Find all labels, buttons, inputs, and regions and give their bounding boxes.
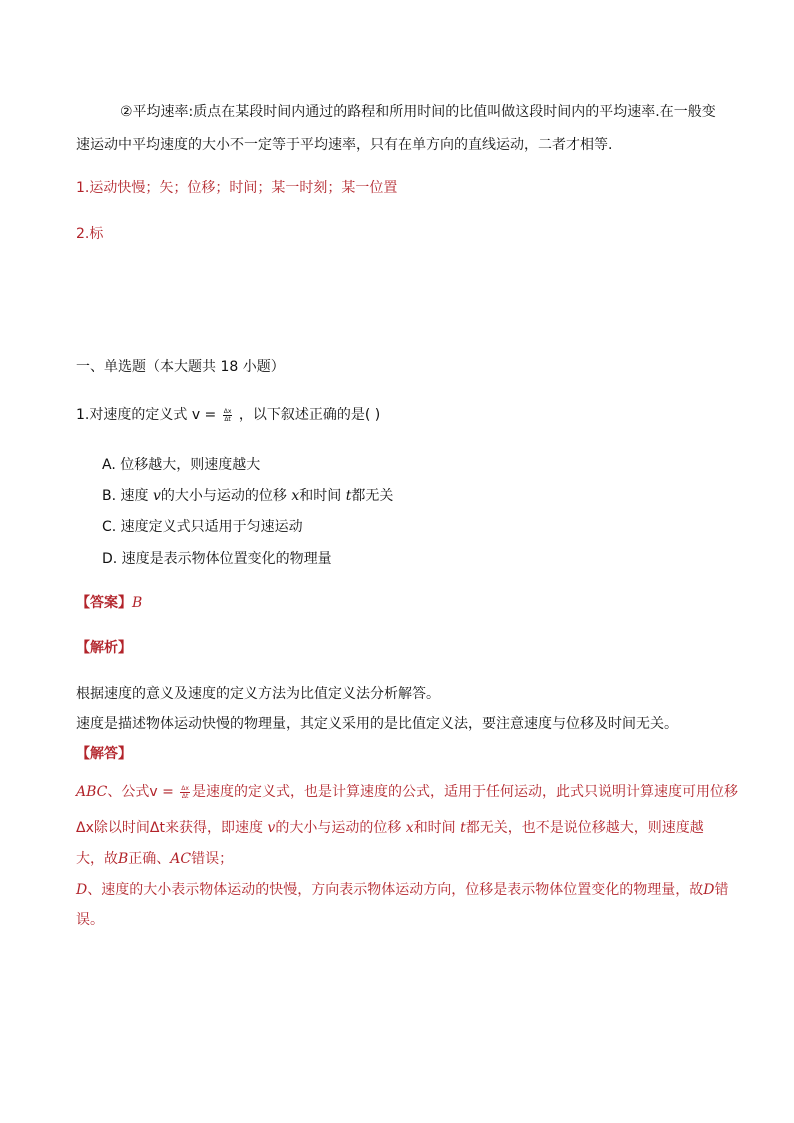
fill-answer-2 — [76, 224, 103, 244]
option-d — [102, 549, 332, 569]
solution-label: 【解答】 — [76, 746, 132, 762]
solution-l2-d: 和时间 — [413, 820, 461, 836]
option-d-text: D. 速度是表示物体位置变化的物理量 — [102, 551, 332, 567]
section-title-text: 一、单选题（本大题共 18 小题） — [76, 359, 285, 375]
solution-l3-b: B — [118, 851, 129, 867]
solution-l2-dx: Δx — [76, 820, 94, 836]
solution-l3-d: AC — [170, 851, 192, 867]
intro-line-1-text: ②平均速率:质点在某段时间内通过的路程和所用时间的比值叫做这段时间内的平均速率.在一般变 — [120, 104, 716, 120]
fill-answer-2-text: 2.标 — [76, 226, 104, 242]
answer-label: 【答案】 — [76, 595, 132, 611]
option-b-post: 都无关 — [351, 488, 394, 504]
solution-l2-t: t — [460, 820, 466, 836]
analysis-line-1 — [76, 684, 440, 704]
intro-line-1 — [120, 102, 716, 122]
solution-line-5 — [76, 910, 104, 930]
fill-answer-1-text: 1.运动快慢；矢；位移；时间；某一时刻；某一位置 — [76, 180, 398, 196]
formula-numerator: Δx — [223, 407, 232, 415]
solution-line-4 — [76, 880, 728, 900]
answer-value: B — [132, 595, 143, 611]
question-stem-suffix: ，以下叙述正确的是( ) — [238, 407, 381, 423]
solution-l2-a: 除以时间 — [93, 820, 150, 836]
solution-line-2 — [76, 818, 704, 838]
question-stem — [76, 405, 380, 425]
solution-l3-a: 大，故 — [76, 851, 118, 867]
option-a-text: A. 位移越大，则速度越大 — [102, 457, 261, 473]
solution-formula-lhs: v = — [149, 784, 174, 800]
solution-l2-e: 都无关，也不是说位移越大，则速度越 — [465, 820, 704, 836]
formula-fraction — [223, 408, 233, 423]
solution-l2-v: v — [267, 820, 276, 836]
solution-abc: ABC — [76, 784, 108, 800]
section-title — [76, 357, 285, 377]
option-b-x: x — [291, 488, 300, 504]
solution-l2-x: x — [405, 820, 414, 836]
option-b-mid: 的大小与运动的位移 — [160, 488, 292, 504]
analysis-line-1-text: 根据速度的意义及速度的定义方法为比值定义法分析解答。 — [76, 686, 440, 702]
solution-formula-numerator: Δx — [181, 784, 189, 792]
solution-l2-b: 来获得，即速度 — [164, 820, 268, 836]
option-c — [102, 517, 303, 537]
solution-l1-b: 是速度的定义式，也是计算速度的公式，适用于任何运动，此式只说明计算速度可用位移 — [191, 784, 738, 800]
option-b-mid2: 和时间 — [299, 488, 346, 504]
option-b-v: v — [152, 488, 161, 504]
fill-answer-1 — [76, 178, 397, 198]
analysis-label-line — [76, 638, 132, 658]
option-b-pre: B. 速度 — [102, 488, 153, 504]
solution-label-line — [76, 744, 132, 764]
intro-line-2 — [76, 135, 612, 155]
solution-l4-d: D — [76, 882, 88, 898]
solution-line-3 — [76, 849, 233, 869]
option-c-text: C. 速度定义式只适用于匀速运动 — [102, 519, 303, 535]
solution-l4-dd: D — [703, 882, 715, 898]
solution-l5-text: 误。 — [76, 912, 104, 928]
solution-formula-denominator: Δt — [181, 792, 189, 800]
formula-lhs: v = — [191, 407, 217, 423]
intro-line-2-text: 速运动中平均速度的大小不一定等于平均速率，只有在单方向的直线运动，二者才相等. — [76, 137, 613, 153]
question-stem-prefix: 1.对速度的定义式 — [76, 407, 188, 423]
solution-line-1 — [76, 782, 738, 802]
analysis-label: 【解析】 — [76, 640, 132, 656]
solution-l1-a: 、公式 — [107, 784, 150, 800]
solution-l4-a: 、速度的大小表示物体运动的快慢，方向表示物体运动方向，位移是表示物体位置变化的物理量，故 — [87, 882, 704, 898]
solution-l3-e: 错误； — [191, 851, 234, 867]
solution-formula-fraction — [180, 785, 190, 800]
solution-l3-c: 正确、 — [128, 851, 171, 867]
formula-denominator: Δt — [224, 415, 231, 423]
answer-line — [76, 593, 142, 613]
solution-l2-c: 的大小与运动的位移 — [275, 820, 406, 836]
analysis-line-2-text: 速度是描述物体运动快慢的物理量，其定义采用的是比值定义法，要注意速度与位移及时间无关。 — [76, 716, 678, 732]
solution-l4-b: 错 — [714, 882, 729, 898]
option-a — [102, 455, 260, 475]
option-b — [102, 486, 393, 506]
option-b-t: t — [345, 488, 352, 504]
solution-l2-dt: Δt — [149, 820, 165, 836]
analysis-line-2 — [76, 714, 678, 734]
